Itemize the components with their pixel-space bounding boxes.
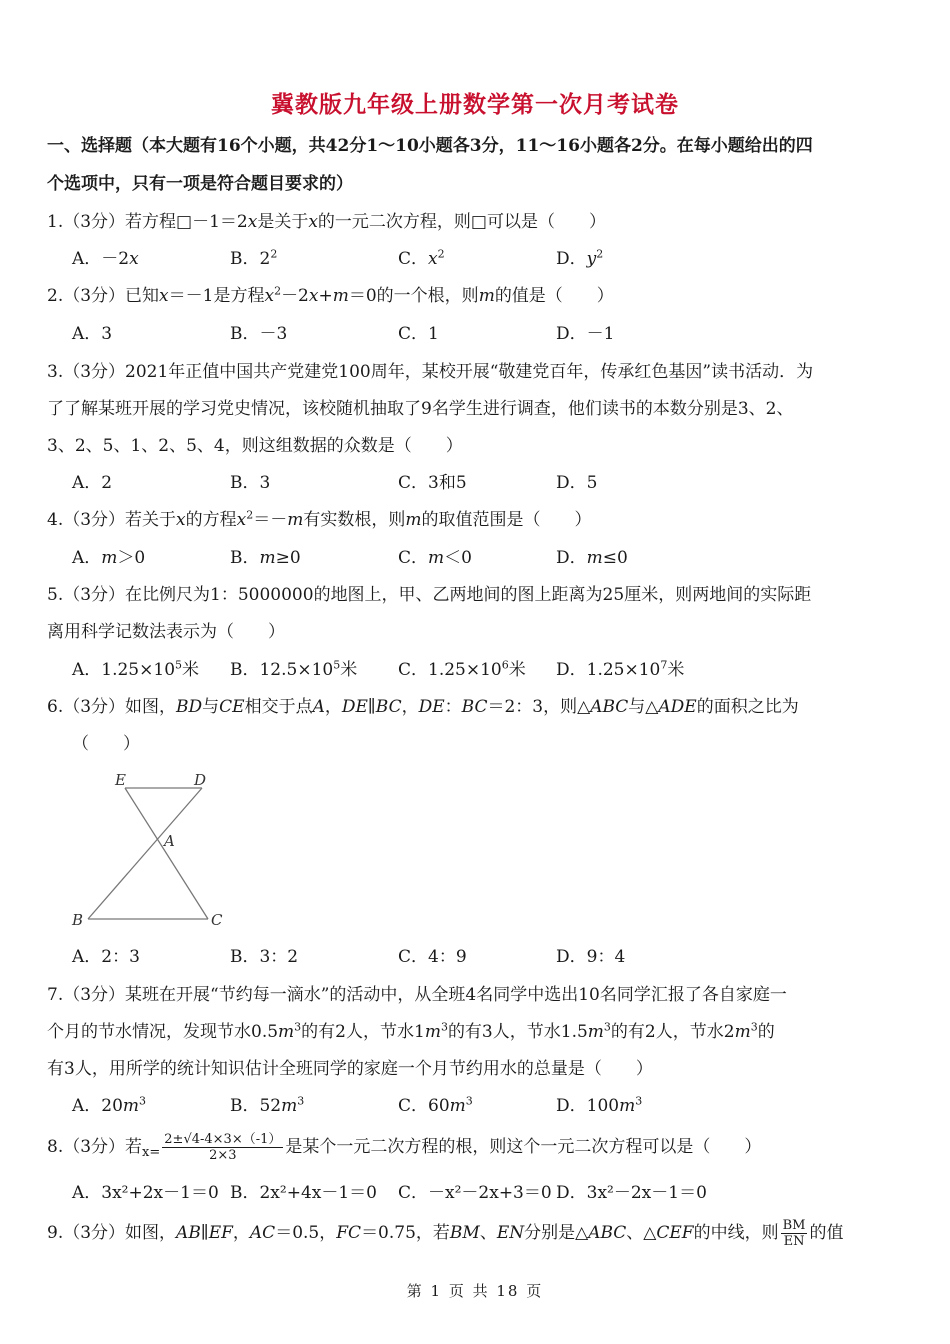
option-c: C．－x²－2x+3＝0: [398, 1183, 552, 1203]
question-2: 2.（3分）已知x＝－1是方程$x^2-2x+m=0$的一个根，则m的值是（ ）: [47, 284, 614, 306]
q1-options: [72, 247, 912, 271]
question-7: 7.（3分）某班在开展“节约每一滴水”的活动中，从全班4名同学中选出10名同学汇报了各自家庭一: [47, 985, 787, 1005]
label-C: C: [211, 911, 223, 929]
option-a: A．3x²+2x－1＝0: [72, 1183, 219, 1203]
option-d: D．－1: [556, 324, 615, 344]
option-c: C．4：9: [398, 947, 467, 967]
option-b: B．－3: [230, 324, 288, 344]
q7-options: [72, 1094, 912, 1118]
question-8: 8.（3分）若$_{x=}$ $\frac{2\pm√4-4\times 3\times(-1)}{2\times 3}$ 是某个一元二次方程的根，则这个一元二次方程可以是（ ）: [47, 1132, 762, 1163]
page-footer: 第 1 页 共 18 页: [406, 1282, 544, 1300]
option-d: D．$100m^3$: [556, 1094, 643, 1116]
triangle-figure: [60, 765, 240, 935]
option-b: B．3：2: [230, 947, 299, 967]
question-4: 4.（3分）若关于x的方程$x^2=-m$有实数根，则m的取值范围是（ ）: [47, 508, 592, 530]
option-c: C．3和5: [398, 473, 467, 493]
option-a: A．2：3: [72, 947, 140, 967]
option-b: B．$2^2$: [230, 247, 278, 269]
option-a: A．2: [72, 473, 113, 493]
label-B: B: [72, 911, 84, 929]
option-d: D．$y^2$: [556, 247, 604, 269]
x-equals: x=: [142, 1145, 161, 1160]
question-3-line3: 3、2、5、1、2、5、4，则这组数据的众数是（ ）: [47, 436, 463, 456]
option-c: C．1: [398, 324, 439, 344]
q6-options: [72, 945, 912, 969]
q4-options: [72, 546, 912, 570]
option-c: C．$60m^3$: [398, 1094, 473, 1116]
option-d: D．3x²－2x－1＝0: [556, 1183, 707, 1203]
label-E: E: [115, 771, 126, 789]
option-a: A．－2x: [72, 249, 139, 269]
question-7-line2: 个月的节水情况，发现节水$0.5m^3$的有2人，节水$1m^3$的有3人，节水$1.5m^3$的有2人，节水$2m^3$的: [47, 1020, 775, 1042]
ratio-fraction: $\frac{BM}{EN}$: [782, 1218, 806, 1249]
segment-EC: [125, 788, 208, 919]
option-c: C．m＜0: [398, 548, 472, 568]
root-formula: $\frac{2\pm√4-4\times 3\times(-1)}{2\times 3}$: [164, 1132, 282, 1163]
question-6: 6.（3分）如图，BD与CE相交于点A，DE∥BC，DE：BC＝2：3，则△ABC与△ADE的面积之比为: [47, 697, 799, 717]
option-a: A．m＞0: [72, 548, 146, 568]
page-title: 冀教版九年级上册数学第一次月考试卷: [271, 91, 679, 118]
question-9: 9.（3分）如图，AB∥EF，AC＝0.5，FC＝0.75，若BM、EN分别是△ABC、△CEF的中线，则 $\frac{BM}{EN}$ 的值: [47, 1218, 844, 1249]
option-d: D．5: [556, 473, 598, 493]
option-d: D．$1.25\times 10^7$米: [556, 658, 685, 680]
option-b: B．$52m^3$: [230, 1094, 305, 1116]
option-a: A．3: [72, 324, 113, 344]
question-7-line3: 有3人，用所学的统计知识估计全班同学的家庭一个月节约用水的总量是（ ）: [47, 1059, 653, 1079]
q5-options: [72, 658, 912, 682]
option-a: A．$1.25\times 10^5$米: [72, 658, 200, 680]
segment-DB: [88, 788, 202, 919]
option-b: B．$12.5\times 10^5$米: [230, 658, 358, 680]
question-5-line2: 离用科学记数法表示为（ ）: [47, 622, 285, 642]
q2-options: [72, 322, 912, 346]
question-6-line2: （ ）: [72, 734, 140, 754]
option-b: B．2x²+4x－1＝0: [230, 1183, 377, 1203]
question-3-line2: 了了解某班开展的学习党史情况，该校随机抽取了9名学生进行调查，他们读书的本数分别是3、2、: [47, 399, 794, 419]
option-c: C．$x^2$: [398, 247, 445, 269]
q3-options: [72, 471, 912, 495]
option-b: B．3: [230, 473, 271, 493]
question-3: 3.（3分）2021年正值中国共产党建党100周年，某校开展“敬建党百年，传承红色基因”读书活动．为: [47, 362, 814, 382]
option-c: C．$1.25\times 10^6$米: [398, 658, 526, 680]
question-1: 1.（3分）若方程□－1＝2x是关于x的一元二次方程，则□可以是（ ）: [47, 212, 606, 232]
option-a: A．$20m^3$: [72, 1094, 147, 1116]
option-d: D．m≤0: [556, 548, 628, 568]
option-b: B．m≥0: [230, 548, 301, 568]
question-5: 5.（3分）在比例尺为1：5000000的地图上，甲、乙两地间的图上距离为25厘米，则两地间的实际距: [47, 585, 812, 605]
label-D: D: [194, 771, 207, 789]
option-d: D．9：4: [556, 947, 626, 967]
section-heading: 一、选择题（本大题有16个小题，共42分1～10小题各3分，11～16小题各2分。在每小题给出的四: [47, 136, 813, 156]
label-A: A: [164, 832, 175, 850]
q8-options: [72, 1181, 912, 1205]
section-heading-cont: 个选项中，只有一项是符合题目要求的）: [47, 174, 353, 194]
